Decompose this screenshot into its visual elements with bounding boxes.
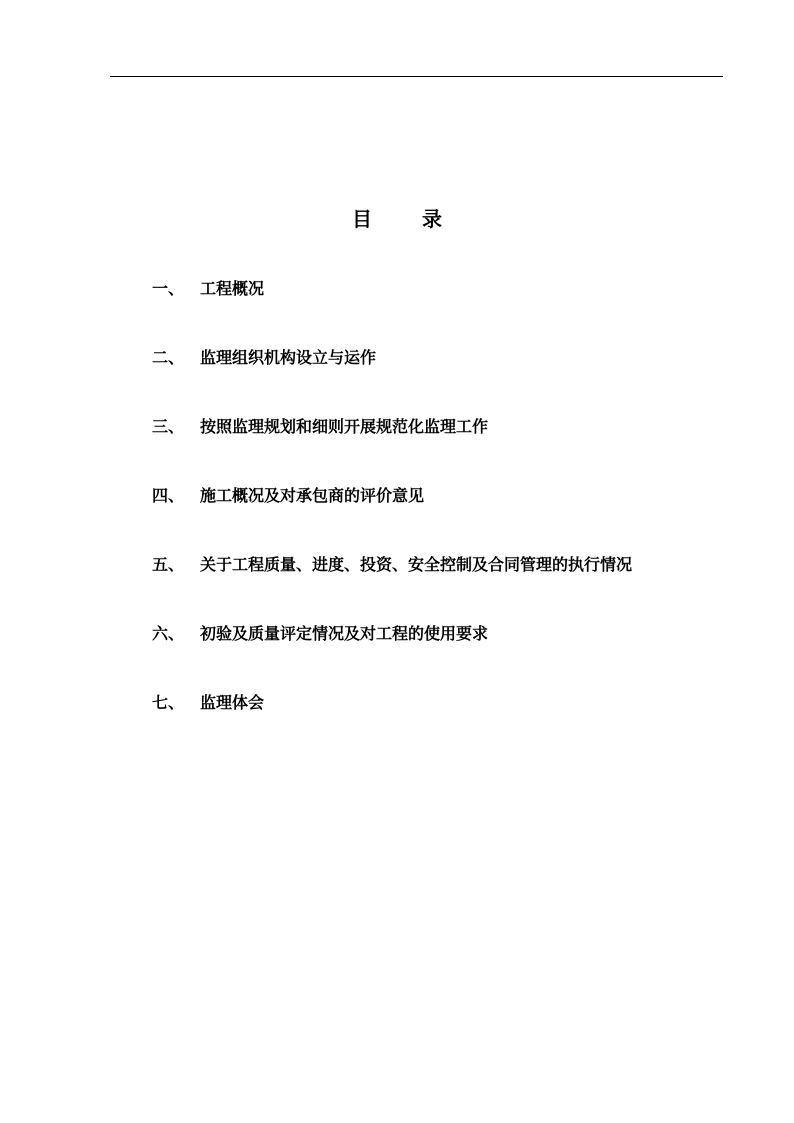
toc-item[interactable]: [152, 692, 632, 761]
toc-item-text: 施工概况及对承包商的评价意见: [200, 486, 425, 505]
toc-item-text: 初验及质量评定情况及对工程的使用要求: [200, 624, 489, 643]
toc-item-number: 一、: [152, 279, 185, 298]
toc-item[interactable]: [152, 347, 632, 416]
toc-title-char-1: 目: [352, 207, 372, 231]
toc-item-text: 工程概况: [200, 279, 265, 298]
toc-item-text: 按照监理规划和细则开展规范化监理工作: [200, 417, 489, 436]
toc-item-text: 关于工程质量、进度、投资、安全控制及合同管理的执行情况: [200, 555, 633, 574]
toc-item[interactable]: [152, 554, 632, 623]
toc-item[interactable]: [152, 623, 632, 692]
toc-title: [0, 203, 794, 232]
toc-item[interactable]: [152, 416, 632, 485]
toc-list: [152, 278, 632, 761]
toc-item-number: 六、: [152, 624, 185, 643]
toc-item-text: 监理体会: [200, 693, 265, 712]
toc-item-number: 七、: [152, 693, 185, 712]
toc-item-number: 二、: [152, 348, 185, 367]
toc-item[interactable]: [152, 278, 632, 347]
toc-title-char-2: 录: [422, 207, 442, 231]
toc-item-number: 三、: [152, 417, 185, 436]
toc-item-number: 五、: [152, 555, 185, 574]
toc-item[interactable]: [152, 485, 632, 554]
toc-item-number: 四、: [152, 486, 185, 505]
toc-item-text: 监理组织机构设立与运作: [200, 348, 377, 367]
header-rule: [110, 76, 723, 77]
